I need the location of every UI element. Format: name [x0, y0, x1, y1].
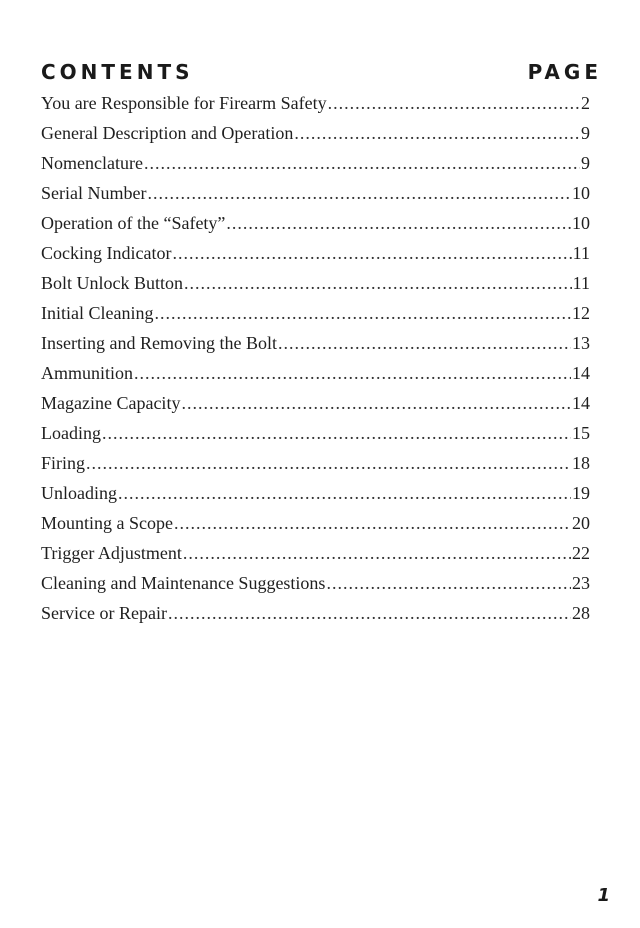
toc-entry-title: Cleaning and Maintenance Suggestions — [41, 573, 326, 593]
toc-entry-page: 18 — [572, 453, 590, 473]
toc-entry-title: Trigger Adjustment — [41, 543, 182, 563]
toc-entry-page: 23 — [572, 573, 590, 593]
dot-leader — [86, 448, 571, 478]
dot-leader — [172, 238, 571, 268]
toc-entry — [41, 208, 590, 238]
toc-entry — [41, 538, 590, 568]
dot-leader — [154, 298, 571, 328]
toc-entry-title: Nomenclature — [41, 153, 143, 173]
dot-leader — [181, 388, 571, 418]
toc-entry-title: Cocking Indicator — [41, 243, 172, 263]
toc-entry-page: 12 — [572, 303, 590, 323]
toc-entry-title: Magazine Capacity — [41, 393, 181, 413]
dot-leader — [118, 478, 571, 508]
toc-entry-title: Mounting a Scope — [41, 513, 173, 533]
dot-leader — [226, 208, 571, 238]
dot-leader — [328, 88, 580, 118]
toc-entry — [41, 118, 590, 148]
toc-entry — [41, 268, 590, 298]
toc-entry-page: 15 — [572, 423, 590, 443]
toc-entry-title: Bolt Unlock Button — [41, 273, 184, 293]
toc-header — [41, 58, 602, 86]
toc-entry — [41, 508, 590, 538]
toc-entry-title: Inserting and Removing the Bolt — [41, 333, 277, 353]
toc-entry — [41, 388, 590, 418]
toc-entry-title: Initial Cleaning — [41, 303, 154, 323]
toc-entry-title: Serial Number — [41, 183, 147, 203]
toc-entry-title: General Description and Operation — [41, 123, 294, 143]
toc-entry — [41, 478, 590, 508]
toc-entry — [41, 568, 590, 598]
toc-entry-page: 11 — [572, 273, 590, 293]
toc-entry — [41, 88, 590, 118]
dot-leader — [183, 538, 571, 568]
toc-entry-page: 13 — [572, 333, 590, 353]
toc-entry — [41, 598, 590, 628]
toc-entry-page: 19 — [572, 483, 590, 503]
toc-entry — [41, 358, 590, 388]
toc-entry-title: Loading — [41, 423, 101, 443]
toc-entry — [41, 328, 590, 358]
toc-entry-page: 22 — [572, 543, 590, 563]
toc-entry-page: 28 — [572, 603, 590, 623]
dot-leader — [294, 118, 580, 148]
toc-entry-title: Unloading — [41, 483, 117, 503]
toc-entry-page: 20 — [572, 513, 590, 533]
table-of-contents — [41, 88, 590, 628]
dot-leader — [278, 328, 571, 358]
contents-heading: CONTENTS — [41, 60, 194, 84]
toc-entry-page: 10 — [572, 183, 590, 203]
toc-entry-title: You are Responsible for Firearm Safety — [41, 93, 327, 113]
toc-entry — [41, 418, 590, 448]
dot-leader — [184, 268, 572, 298]
toc-entry-title: Operation of the “Safety” — [41, 213, 226, 233]
dot-leader — [134, 358, 571, 388]
toc-entry — [41, 148, 590, 178]
toc-entry-page: 11 — [572, 243, 590, 263]
toc-entry-page: 2 — [581, 93, 590, 113]
page-column-heading: PAGE — [527, 60, 602, 84]
toc-entry — [41, 448, 590, 478]
toc-entry-page: 9 — [581, 123, 590, 143]
dot-leader — [168, 598, 571, 628]
toc-entry-page: 14 — [572, 363, 590, 383]
toc-entry-page: 14 — [572, 393, 590, 413]
dot-leader — [144, 148, 580, 178]
toc-entry-title: Ammunition — [41, 363, 134, 383]
toc-entry-page: 9 — [581, 153, 590, 173]
dot-leader — [326, 568, 571, 598]
dot-leader — [174, 508, 571, 538]
toc-entry-title: Service or Repair — [41, 603, 167, 623]
toc-entry — [41, 238, 590, 268]
dot-leader — [102, 418, 571, 448]
toc-entry-title: Firing — [41, 453, 86, 473]
page-number: 1 — [597, 885, 610, 906]
toc-entry — [41, 298, 590, 328]
toc-entry — [41, 178, 590, 208]
toc-entry-page: 10 — [572, 213, 590, 233]
dot-leader — [147, 178, 571, 208]
